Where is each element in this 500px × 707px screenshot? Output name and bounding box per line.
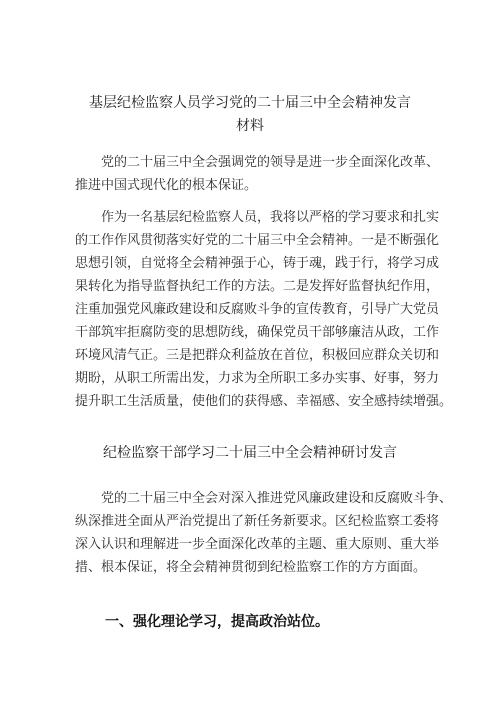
text-line: 深入认识和理解进一步全面深化改革的主题、重大原则、重大举 xyxy=(75,537,440,552)
text-line: 注重加强党风廉政建设和反腐败斗争的宣传教育，引导广大党员 xyxy=(75,302,440,317)
text-line: 环境风清气正。三是把群众利益放在首位，积极回应群众关切和 xyxy=(75,348,440,363)
text-line: 干部筑牢拒腐防变的思想防线，确保党员干部够廉洁从政，工作 xyxy=(75,325,440,340)
section-heading-1: 一、强化理论学习，提高政治站位。 xyxy=(105,614,329,630)
text-line: 措、根本保证，将全会精神贯彻到纪检监察工作的方方面面。 xyxy=(75,560,427,575)
text-line: 作为一名基层纪检监察人员，我将以严格的学习要求和扎实 xyxy=(101,210,440,225)
text-line: 纵深推进全面从严治党提出了新任务新要求。区纪检监察工委将 xyxy=(75,514,440,529)
section2-paragraph-1 xyxy=(75,487,453,579)
text-line: 推进中国式现代化的根本保证。 xyxy=(75,178,258,193)
text-line: 果转化为指导监督执纪工作的方法。二是发挥好监督执纪作用， xyxy=(75,279,440,294)
text-line: 提升职工生活质量，使他们的获得感、幸福感、安全感持续增强。 xyxy=(75,394,453,409)
document-title-line-2: 材料 xyxy=(236,118,264,134)
text-line: 党的二十届三中全会对深入推进党风廉政建设和反腐败斗争、 xyxy=(101,491,453,506)
text-line: 党的二十届三中全会强调党的领导是进一步全面深化改革、 xyxy=(101,155,440,170)
text-line: 思想引领，自觉将全会精神强于心，铸于魂，践于行，将学习成 xyxy=(75,256,440,271)
section1-paragraph-1 xyxy=(75,151,440,197)
document-title-line-1: 基层纪检监察人员学习党的二十届三中全会精神发言 xyxy=(89,95,411,111)
section1-paragraph-2 xyxy=(75,206,453,413)
document-title-2: 纪检监察干部学习二十届三中全会精神研讨发言 xyxy=(103,445,397,461)
text-line: 的工作作风贯彻落实好党的二十届三中全会精神。一是不断强化 xyxy=(75,233,440,248)
text-line: 期盼，从职工所需出发，力求为全所职工多办实事、好事，努力 xyxy=(75,371,440,386)
